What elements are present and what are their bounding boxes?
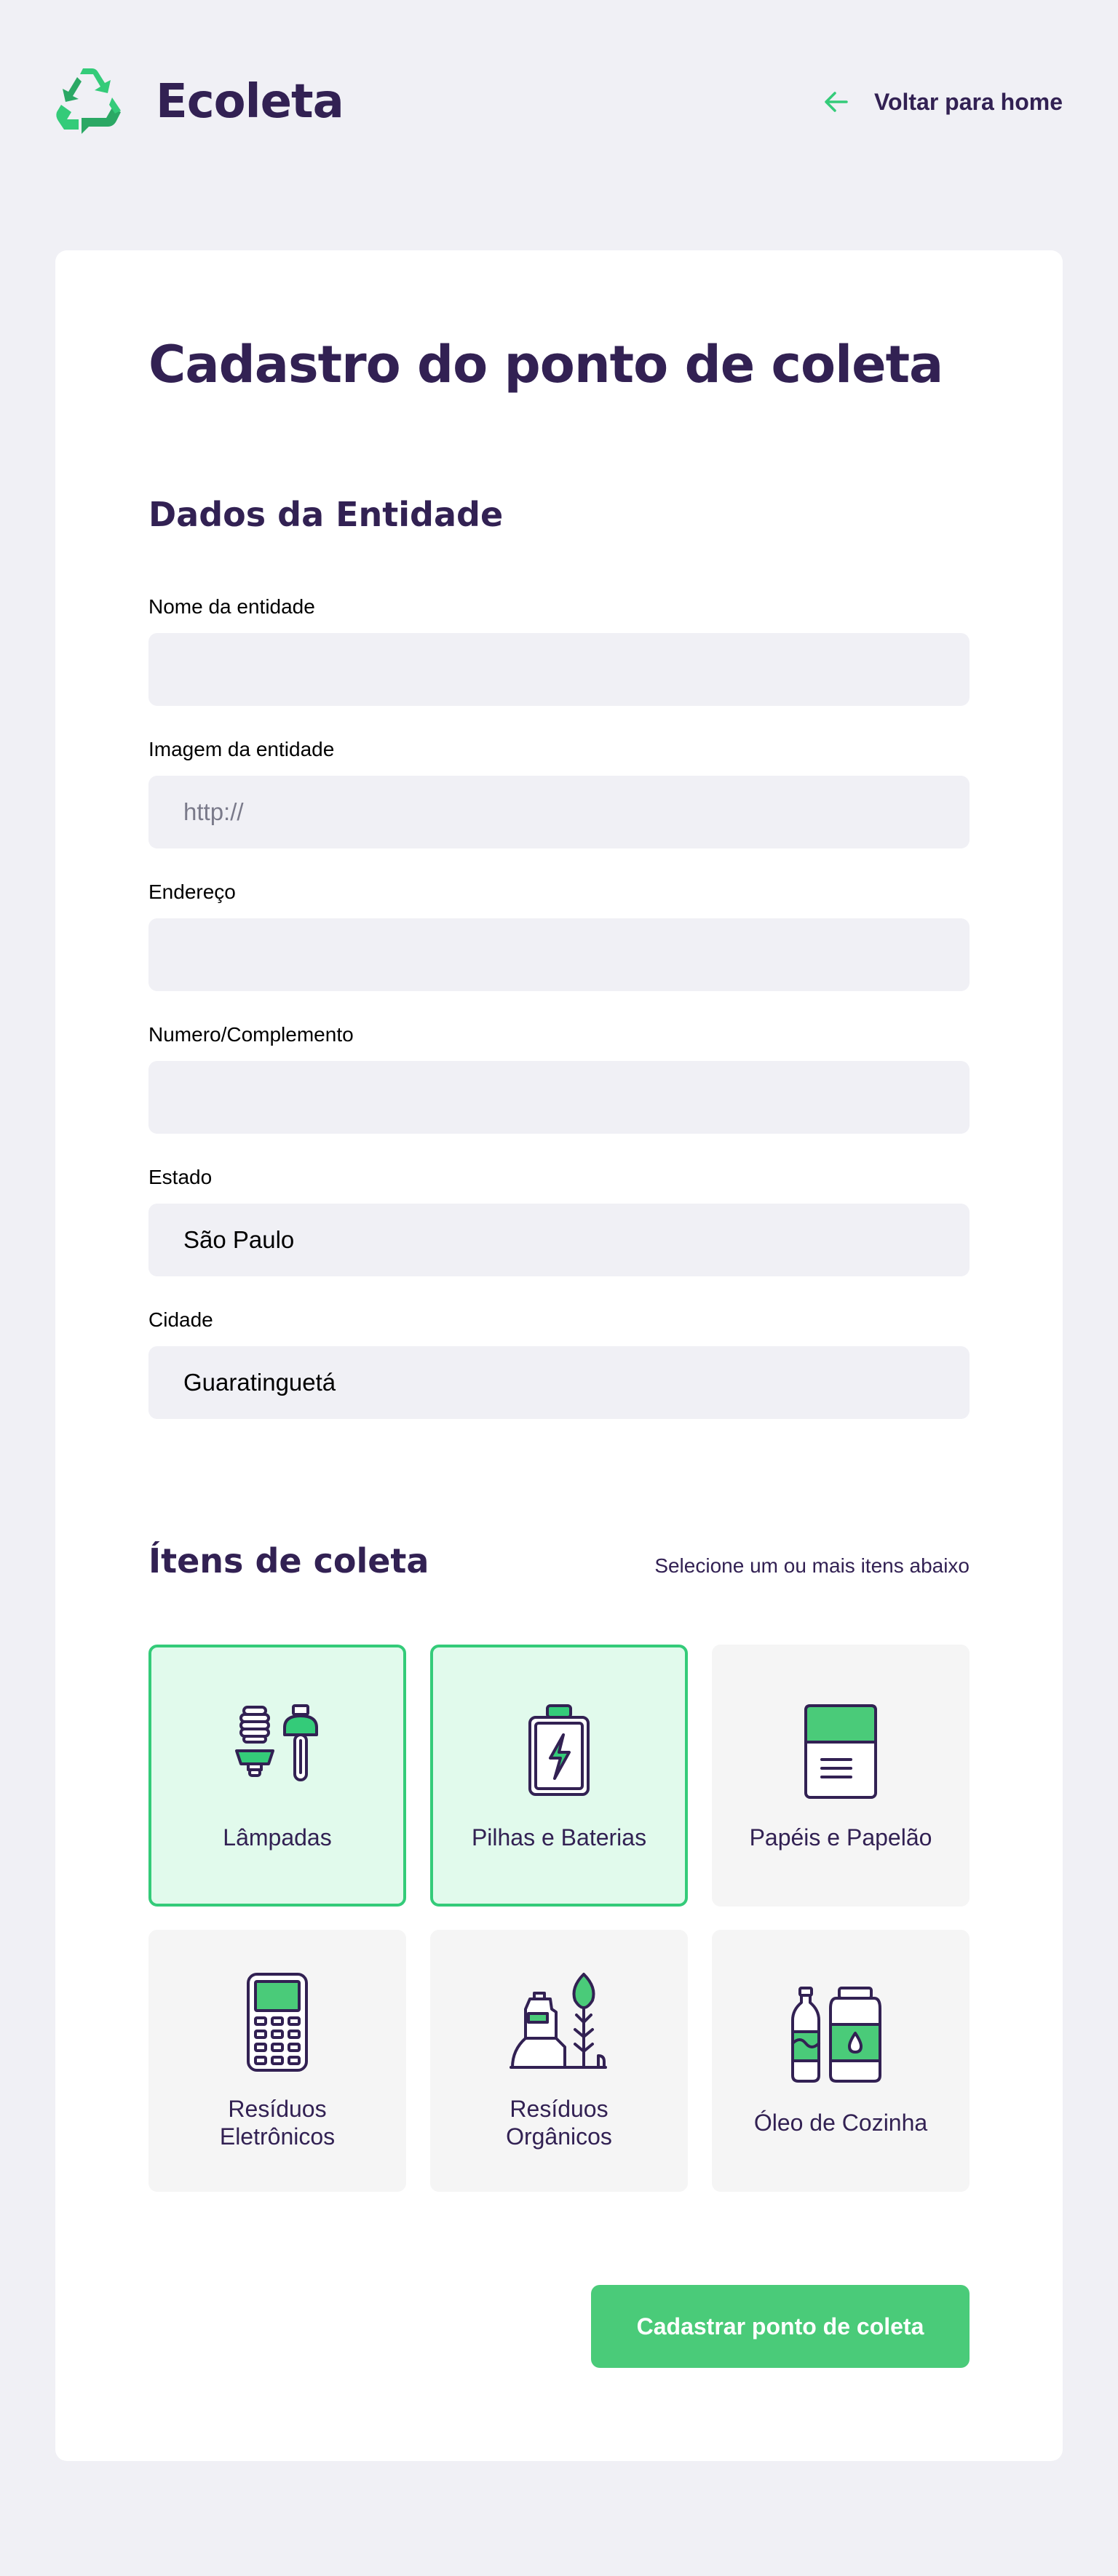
app-name: Ecoleta xyxy=(156,75,344,129)
items-title: Ítens de coleta xyxy=(148,1541,429,1581)
back-to-home-link[interactable] xyxy=(822,87,1063,116)
header xyxy=(55,65,1063,138)
entity-image-label: Imagem da entidade xyxy=(148,738,335,760)
item-electronics[interactable] xyxy=(148,1930,406,2192)
item-label: Papéis e Papelão xyxy=(749,1824,932,1850)
item-organic[interactable] xyxy=(430,1930,688,2192)
entity-name-label: Nome da entidade xyxy=(148,595,315,618)
item-oil[interactable] xyxy=(712,1930,970,2192)
back-link-label: Voltar para home xyxy=(873,88,1063,115)
item-label: Pilhas e Baterias xyxy=(471,1824,647,1850)
electronics-icon xyxy=(226,1971,328,2073)
battery-icon xyxy=(508,1700,610,1802)
logo xyxy=(55,67,344,137)
entity-name-input[interactable] xyxy=(148,633,970,706)
arrow-left-icon xyxy=(822,87,851,116)
items-grid xyxy=(148,1645,970,2192)
item-label: Lâmpadas xyxy=(223,1824,332,1850)
item-lamps[interactable] xyxy=(148,1645,406,1907)
field-number xyxy=(148,1023,970,1134)
entity-image-input[interactable]: http:// xyxy=(148,776,970,848)
number-input[interactable] xyxy=(148,1061,970,1134)
state-label: Estado xyxy=(148,1166,213,1188)
address-label: Endereço xyxy=(148,880,236,903)
section-title-entity: Dados da Entidade xyxy=(148,495,504,534)
recycle-logo-icon xyxy=(55,67,125,137)
state-select[interactable]: São Paulo xyxy=(148,1204,970,1276)
items-hint: Selecione um ou mais itens abaixo xyxy=(654,1554,970,1577)
field-entity-name xyxy=(148,595,970,706)
page-title: Cadastro do ponto de coleta xyxy=(148,335,943,394)
field-state xyxy=(148,1166,970,1276)
item-label: Resíduos Eletrônicos xyxy=(219,2096,336,2150)
field-address xyxy=(148,880,970,991)
address-input[interactable] xyxy=(148,918,970,991)
number-label: Numero/Complemento xyxy=(148,1023,354,1046)
organic-icon xyxy=(508,1971,610,2073)
oil-icon xyxy=(790,1985,892,2087)
city-label: Cidade xyxy=(148,1308,213,1331)
paper-icon xyxy=(790,1700,892,1802)
item-paper[interactable] xyxy=(712,1645,970,1907)
submit-button[interactable]: Cadastrar ponto de coleta xyxy=(591,2285,970,2368)
item-label: Resíduos Orgânicos xyxy=(506,2096,612,2150)
items-header xyxy=(148,1541,970,1581)
field-city xyxy=(148,1308,970,1419)
city-select[interactable]: Guaratinguetá xyxy=(148,1346,970,1419)
item-label: Óleo de Cozinha xyxy=(753,2110,928,2136)
lamps-icon xyxy=(226,1700,328,1802)
item-batteries[interactable] xyxy=(430,1645,688,1907)
field-entity-image xyxy=(148,738,970,848)
